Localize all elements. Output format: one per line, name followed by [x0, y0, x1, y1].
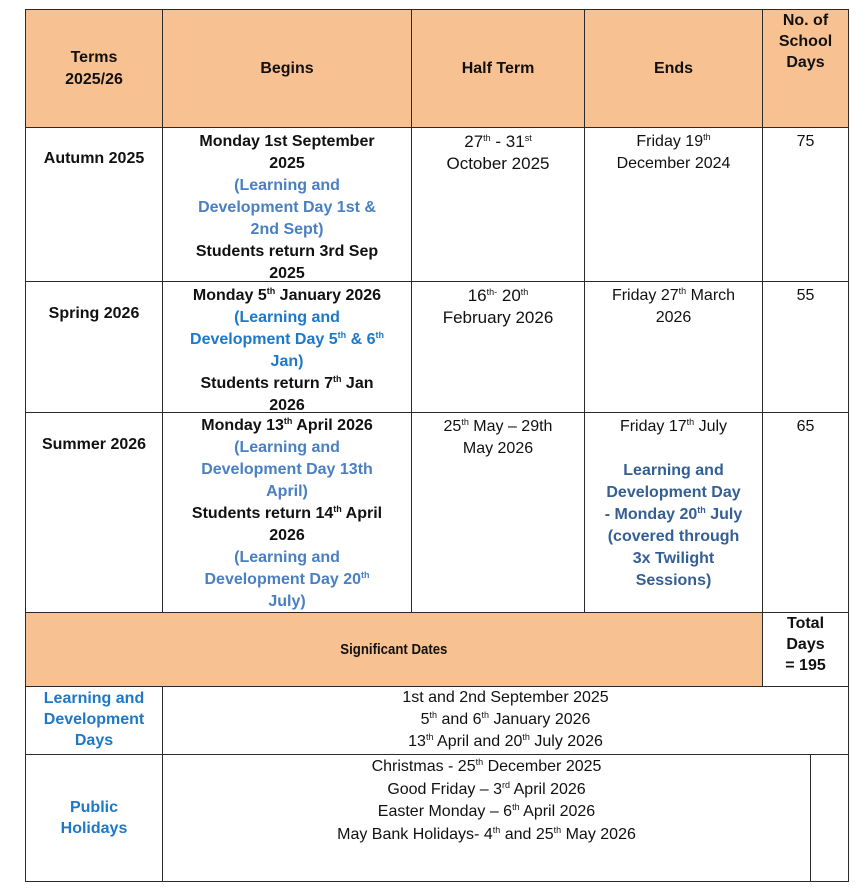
significant-dates-title: Significant Dates [340, 640, 448, 658]
half-term-month: May 2026 [462, 440, 534, 457]
text: Students return 7 [200, 375, 333, 392]
text: Students return 14 [191, 505, 334, 522]
text: and 25 [500, 825, 554, 843]
ld-days-label: Development [43, 711, 145, 728]
text: April [341, 505, 383, 522]
begins-date: Monday 1st September [199, 133, 375, 150]
term-name-label: Summer 2026 [41, 436, 147, 453]
sup: th [475, 757, 484, 767]
students-return: 2026 [269, 397, 305, 414]
ld-day-note [585, 504, 762, 526]
ld-day-note: (Learning and [234, 177, 340, 194]
text: May Bank Holidays- 4 [337, 825, 493, 843]
sup: th [520, 287, 529, 297]
sup: th- [486, 287, 498, 297]
term-days-spring [762, 281, 849, 413]
text: January 2026 [275, 287, 382, 304]
sup: th [332, 374, 342, 384]
ld-day-note: (Learning and [234, 439, 340, 456]
ld-days-label-cell [25, 686, 163, 755]
text: April and 20 [433, 733, 523, 750]
ends-date-line2: 2026 [655, 309, 692, 326]
sup: th [333, 504, 342, 514]
term-ends-autumn [584, 127, 763, 282]
public-holidays-label-cell [25, 754, 163, 882]
ld-day-note: Jan) [270, 353, 304, 370]
ends-date [585, 416, 762, 438]
text: Christmas - 25 [371, 758, 476, 775]
half-term-month: October 2025 [446, 154, 550, 173]
text: Monday 5 [192, 287, 267, 304]
header-school-days-line: Days [786, 54, 825, 71]
ld-days-dates [162, 686, 849, 755]
text: Development Day 5 [190, 331, 338, 348]
public-holidays-empty-cell [810, 754, 849, 882]
term-name-summer [25, 412, 163, 613]
sup: th [483, 133, 491, 143]
begins-date [163, 415, 411, 437]
text: 20 [497, 286, 521, 305]
ld-day-note: Learning and [623, 462, 724, 479]
text: Easter Monday – 6 [377, 803, 513, 820]
students-return: Students return 3rd Sep [195, 243, 379, 260]
text: & 6 [346, 331, 376, 348]
public-holidays-label: Public [69, 799, 118, 816]
text: July [705, 506, 743, 523]
ld-days-label: Days [74, 732, 114, 749]
sup: st [524, 133, 532, 143]
sup: th [461, 417, 469, 427]
holiday-item [163, 779, 810, 802]
text: 27 [464, 132, 484, 151]
header-school-days-line: No. of [782, 12, 829, 29]
sup: th [512, 802, 520, 812]
header-terms [25, 9, 163, 128]
text: May 2026 [561, 825, 636, 843]
holiday-item [163, 756, 810, 779]
term-ends-summer [584, 412, 763, 613]
ld-days-label: Learning and [43, 690, 145, 707]
ld-day-note: (Learning and [234, 309, 340, 326]
sup: th [283, 416, 293, 426]
term-ends-spring [584, 281, 763, 413]
begins-date [163, 285, 411, 307]
ld-date-line [163, 731, 848, 753]
ld-day-note: 3x Twilight [632, 550, 715, 567]
sup: th [522, 732, 530, 742]
ld-day-note [163, 329, 411, 351]
public-holidays-dates [162, 754, 811, 882]
ends-date-line2: December 2024 [616, 155, 731, 172]
spacer [585, 438, 762, 460]
text: Friday 19 [636, 133, 704, 150]
header-begins [162, 9, 412, 128]
text: April 2026 [519, 803, 596, 820]
school-days-value: 55 [796, 287, 815, 304]
begins-date: 2025 [269, 155, 305, 172]
term-name-label: Spring 2026 [48, 305, 140, 322]
sup: th [266, 286, 276, 296]
term-begins-autumn [162, 127, 412, 282]
students-return: 2026 [269, 527, 305, 544]
header-ends [584, 9, 763, 128]
ld-day-note: Development Day [606, 484, 741, 501]
sup: th [361, 570, 370, 580]
header-ends-label: Ends [653, 59, 694, 77]
ld-day-note: Development Day 13th [201, 461, 373, 478]
half-term-month: February 2026 [442, 308, 554, 327]
half-term-dates [412, 416, 584, 438]
header-begins-label: Begins [260, 59, 314, 77]
sup: th [337, 330, 347, 340]
sup: th [375, 330, 384, 340]
ld-date-line: 1st and 2nd September 2025 [402, 689, 609, 706]
header-half-term-label: Half Term [461, 59, 535, 77]
text: 25 [443, 418, 462, 435]
text: Good Friday – 3 [387, 780, 503, 798]
ld-day-note: (Learning and [234, 549, 340, 566]
students-return [163, 503, 411, 525]
text: April 2026 [292, 417, 373, 434]
term-days-summer [762, 412, 849, 613]
text: July 2026 [529, 733, 603, 750]
students-return [163, 373, 411, 395]
header-school-days-line: School [778, 33, 833, 50]
sup: th [703, 132, 711, 142]
sup: th [686, 417, 695, 427]
sup: rd [502, 779, 511, 790]
term-half-term-spring [411, 281, 585, 413]
ld-day-note: July) [268, 593, 306, 610]
total-days-line: Total [786, 615, 825, 632]
text: May – 29th [468, 418, 553, 435]
ld-day-note: April) [266, 483, 308, 500]
sup: th [678, 286, 687, 296]
term-name-autumn [25, 127, 163, 282]
text: March [686, 287, 736, 304]
ends-date [585, 285, 762, 307]
text: 13 [408, 733, 426, 750]
school-days-value: 75 [796, 133, 815, 150]
total-days [762, 612, 849, 687]
holiday-item [163, 801, 810, 824]
text: 5 [420, 711, 430, 728]
header-terms-line: 2025/26 [65, 70, 123, 88]
ld-date-line [163, 709, 848, 731]
term-half-term-autumn [411, 127, 585, 282]
students-return: 2025 [269, 265, 305, 282]
ld-day-note: 2nd Sept) [250, 221, 324, 238]
ld-day-note: Development Day 1st & [198, 199, 376, 216]
sup: th [492, 824, 501, 835]
holiday-item [163, 824, 810, 847]
half-term-dates [412, 131, 584, 153]
text: Development Day 20 [204, 571, 361, 588]
significant-dates-header [25, 612, 763, 687]
term-name-spring [25, 281, 163, 413]
total-days-line: Days [786, 636, 825, 653]
term-days-autumn [762, 127, 849, 282]
public-holidays-label: Holidays [60, 820, 128, 837]
text: Jan [341, 375, 374, 392]
text: Friday 17 [619, 418, 687, 435]
school-days-value: 65 [796, 418, 815, 435]
term-name-label: Autumn 2025 [43, 150, 145, 167]
sup: th [425, 732, 434, 742]
ld-day-note: (covered through [607, 528, 740, 545]
header-school-days [762, 9, 849, 128]
sup: th [481, 710, 489, 720]
total-days-value: = 195 [785, 657, 826, 674]
text: January 2026 [489, 711, 591, 728]
sup: th [429, 710, 437, 720]
text: April 2026 [510, 780, 586, 798]
term-begins-spring [162, 281, 412, 413]
text: 16 [467, 286, 487, 305]
sup: th [697, 505, 706, 515]
header-terms-line: Terms [70, 48, 118, 66]
half-term-dates [412, 285, 584, 307]
text: - Monday 20 [604, 506, 698, 523]
ends-date [585, 131, 762, 153]
header-half-term [411, 9, 585, 128]
text: December 2025 [483, 758, 602, 775]
text: - 31 [490, 132, 525, 151]
text: Monday 13 [201, 417, 284, 434]
term-begins-summer [162, 412, 412, 613]
text: Friday 27 [611, 287, 679, 304]
ld-day-note [163, 569, 411, 591]
text: July [694, 418, 728, 435]
sup: th [553, 824, 562, 835]
term-half-term-summer [411, 412, 585, 613]
text: and 6 [437, 711, 482, 728]
ld-day-note: Sessions) [635, 572, 712, 589]
